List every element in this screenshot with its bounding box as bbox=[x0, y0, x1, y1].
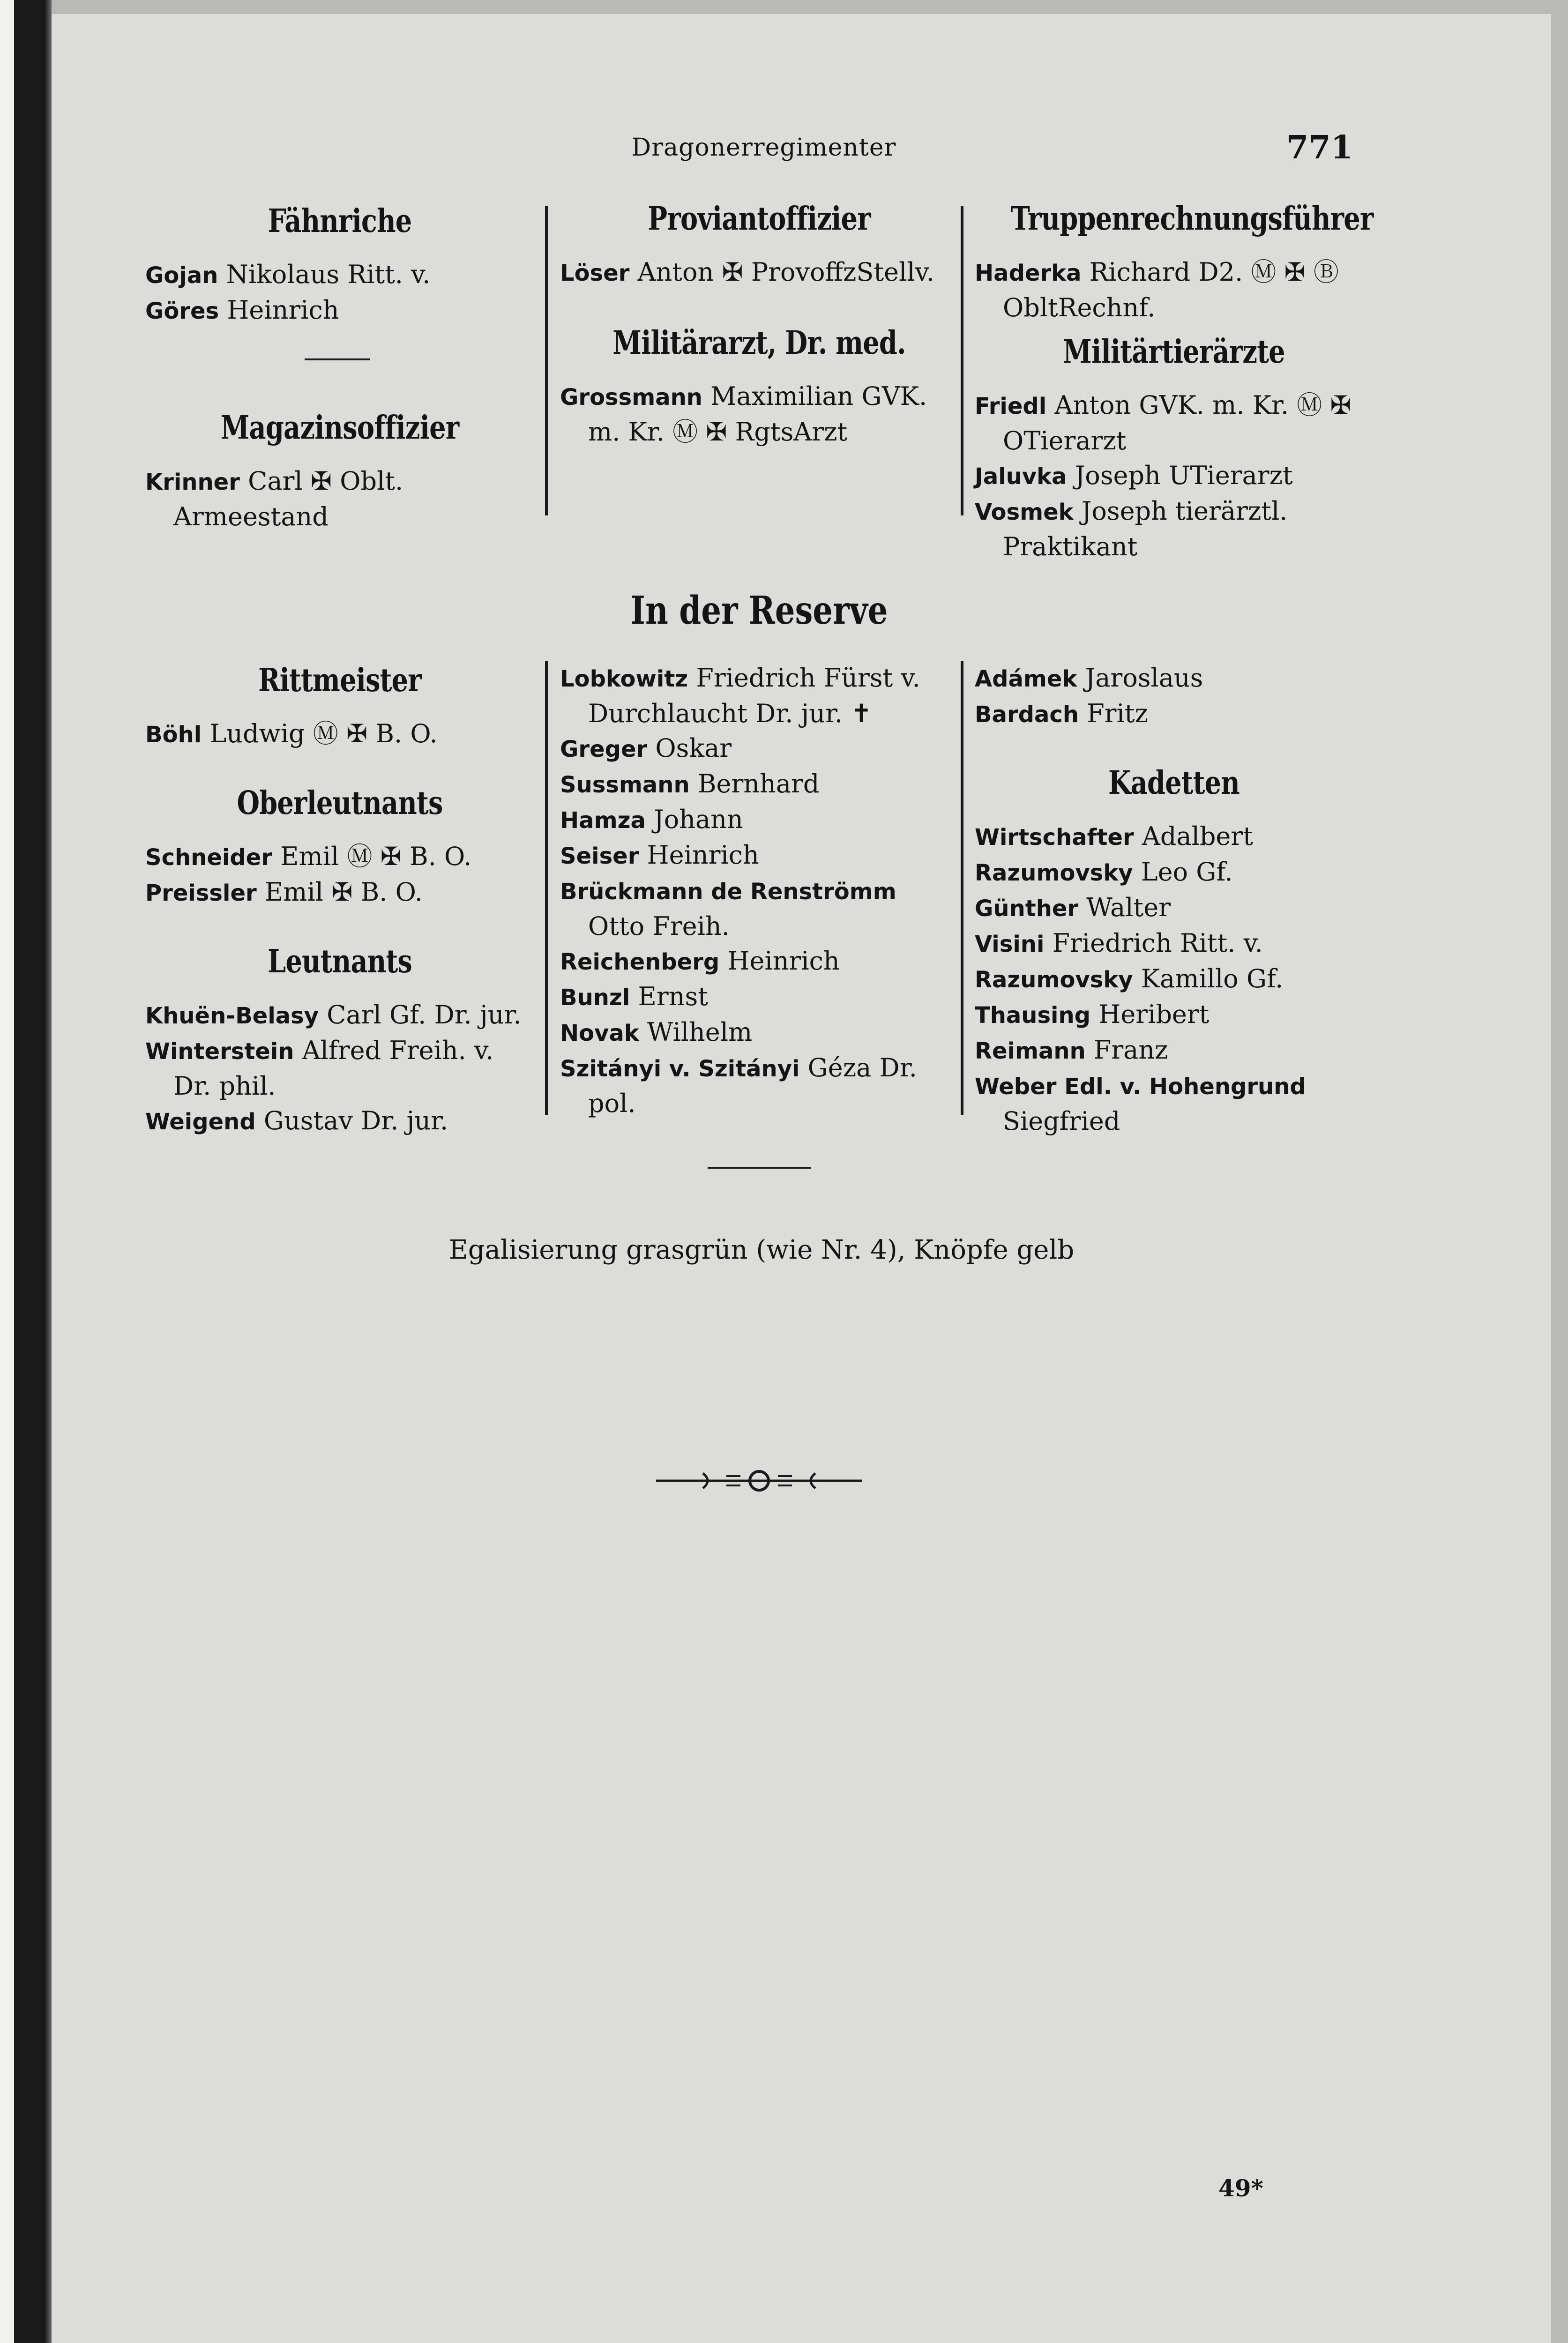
list-item: Haderka Richard D2. Ⓜ ✠ Ⓑ ObltRechnf. bbox=[975, 257, 1339, 322]
list-item: Gojan Nikolaus Ritt. v. bbox=[145, 260, 431, 289]
list-item: Weigend Gustav Dr. jur. bbox=[145, 1106, 448, 1135]
column-rule bbox=[961, 661, 963, 1115]
column-rule bbox=[961, 206, 963, 515]
list-item: Krinner Carl ✠ Oblt. Armeestand bbox=[145, 466, 403, 531]
list-item: Novak Wilhelm bbox=[560, 1017, 753, 1047]
list-item: Visini Friedrich Ritt. v. bbox=[975, 928, 1263, 958]
list-item: Sussmann Bernhard bbox=[560, 769, 820, 798]
column-reserve-right bbox=[975, 661, 1373, 1139]
heading-fahnriche: Fähnriche bbox=[268, 202, 412, 240]
list-item: Khuën-Belasy Carl Gf. Dr. jur. bbox=[145, 1000, 522, 1030]
section-divider bbox=[708, 1167, 811, 1169]
list-item: Jaluvka Joseph UTierarzt bbox=[975, 461, 1293, 490]
list-item: Schneider Emil Ⓜ ✠ B. O. bbox=[145, 842, 472, 871]
section-divider bbox=[305, 358, 370, 360]
list-item: Löser Anton ✠ ProvoffzStellv. bbox=[560, 257, 934, 287]
column-top-middle bbox=[560, 201, 958, 449]
heading-in-der-reserve: In der Reserve bbox=[630, 588, 888, 633]
heading-proviantoffizier: Proviantoffizier bbox=[648, 200, 871, 238]
list-item: Seiser Heinrich bbox=[560, 840, 759, 870]
list-item: Adámek Jaroslaus bbox=[975, 663, 1203, 693]
list-item: Weber Edl. v. Hohengrund Siegfried bbox=[975, 1074, 1306, 1136]
heading-militartierarzte: Militärtierärzte bbox=[1063, 333, 1285, 371]
running-head: Dragonerregimenter bbox=[631, 134, 896, 162]
list-item: Reichenberg Heinrich bbox=[560, 946, 840, 976]
page-number: 771 bbox=[1286, 129, 1353, 166]
list-item: Greger Oskar bbox=[560, 733, 732, 763]
list-item: Bardach Fritz bbox=[975, 699, 1148, 728]
list-item: Preissler Emil ✠ B. O. bbox=[145, 877, 423, 907]
egalisierung-note: Egalisierung grasgrün (wie Nr. 4), Knöpfe gelb bbox=[448, 1235, 1075, 1265]
list-item: Günther Walter bbox=[975, 893, 1171, 922]
heading-militararzt: Militärarzt, Dr. med. bbox=[612, 324, 906, 362]
column-reserve-left bbox=[145, 663, 534, 1139]
list-item: Grossmann Maximilian GVK. m. Kr. Ⓜ ✠ RgtsArzt bbox=[560, 381, 927, 447]
heading-truppenrechnungsfuhrer: Truppenrechnungsführer bbox=[1010, 200, 1374, 238]
list-item: Bunzl Ernst bbox=[560, 982, 708, 1011]
book-spine bbox=[0, 0, 52, 2343]
ornament-divider bbox=[656, 1467, 862, 1495]
list-item: Szitányi v. Szitányi Géza Dr. pol. bbox=[560, 1053, 917, 1118]
list-item: Winterstein Alfred Freih. v. Dr. phil. bbox=[145, 1036, 494, 1101]
heading-leutnants: Leutnants bbox=[268, 943, 412, 980]
signature-mark: 49* bbox=[1218, 2174, 1263, 2202]
list-item: Hamza Johann bbox=[560, 805, 743, 834]
heading-oberleutnants: Oberleutnants bbox=[237, 784, 443, 822]
heading-rittmeister: Rittmeister bbox=[258, 662, 421, 699]
list-item: Wirtschafter Adalbert bbox=[975, 821, 1253, 851]
column-top-right bbox=[975, 201, 1373, 564]
list-item: Friedl Anton GVK. m. Kr. Ⓜ ✠ OTierarzt bbox=[975, 390, 1351, 455]
list-item: Razumovsky Kamillo Gf. bbox=[975, 964, 1284, 993]
heading-magazinsoffizier: Magazinsoffizier bbox=[220, 409, 459, 447]
list-item: Böhl Ludwig Ⓜ ✠ B. O. bbox=[145, 719, 438, 748]
column-reserve-middle bbox=[560, 661, 958, 1121]
list-item: Lobkowitz Friedrich Fürst v. Durchlaucht Dr. jur. ✝ bbox=[560, 663, 920, 728]
list-item: Vosmek Joseph tierärztl. Praktikant bbox=[975, 496, 1288, 561]
column-top-left bbox=[145, 204, 534, 534]
list-item: Göres Heinrich bbox=[145, 295, 339, 325]
column-rule bbox=[545, 661, 548, 1115]
list-item: Razumovsky Leo Gf. bbox=[975, 857, 1233, 887]
heading-kadetten: Kadetten bbox=[1108, 764, 1240, 802]
column-rule bbox=[545, 206, 548, 515]
list-item: Reimann Franz bbox=[975, 1035, 1168, 1065]
list-item: Brückmann de Renströmm Otto Freih. bbox=[560, 879, 896, 941]
list-item: Thausing Heribert bbox=[975, 1000, 1210, 1029]
